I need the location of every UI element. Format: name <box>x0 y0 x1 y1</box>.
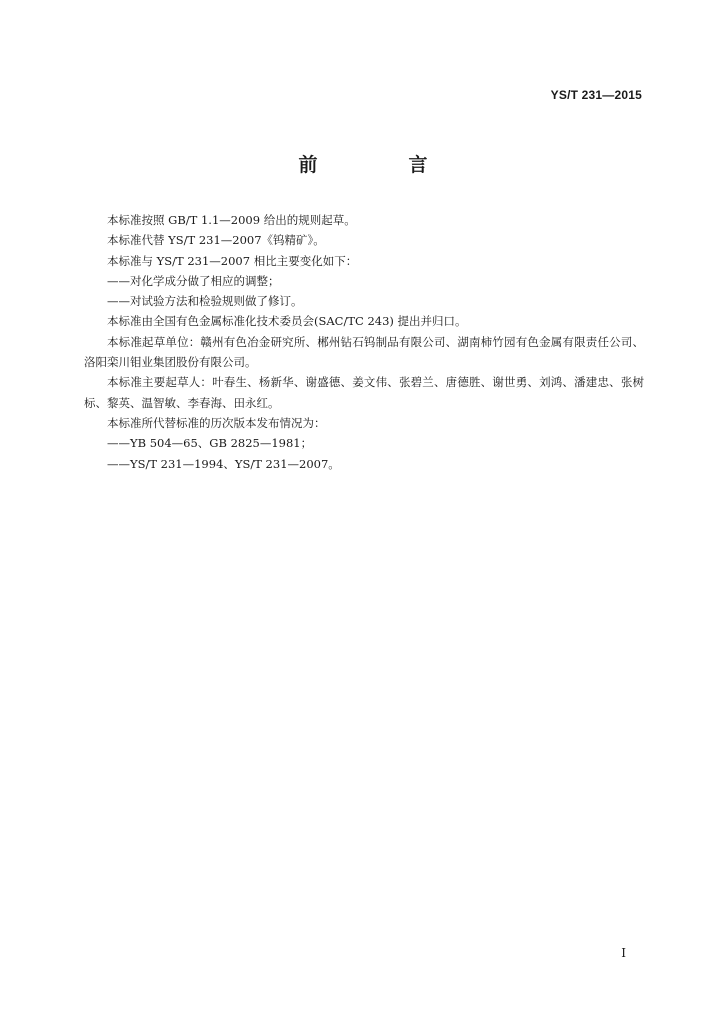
standard-code: YS/T 231—2015 <box>550 88 642 102</box>
paragraph-changes-intro: 本标准与 YS/T 231—2007 相比主要变化如下： <box>107 253 358 268</box>
paragraph-history-intro: 本标准所代替标准的历次版本发布情况为： <box>107 415 326 430</box>
change-item-test-methods: ——对试验方法和检验规则做了修订。 <box>107 294 303 309</box>
page-title: 前 言 <box>298 154 464 176</box>
paragraph-proposed-by: 本标准由全国有色金属标准化技术委员会(SAC/TC 243) 提出并归口。 <box>107 314 467 329</box>
change-item-chemical: ——对化学成分做了相应的调整； <box>107 273 280 288</box>
paragraph-drafters: 本标准主要起草人：叶春生、杨新华、谢盛德、姜文伟、张碧兰、唐德胜、谢世勇、刘鸿、潘建忠、张树标、黎英、温智敏、李春海、田永红。 <box>84 375 644 410</box>
paragraph-replaces: 本标准代替 YS/T 231—2007《钨精矿》。 <box>107 233 325 248</box>
history-item-2: ——YS/T 231—1994、YS/T 231—2007。 <box>107 456 340 471</box>
paragraph-drafting-rules: 本标准按照 GB/T 1.1—2009 给出的规则起草。 <box>107 213 356 227</box>
paragraph-drafting-units: 本标准起草单位：赣州有色冶金研究所、郴州钻石钨制品有限公司、湖南柿竹园有色金属有限责任公司、洛阳栾川钼业集团股份有限公司。 <box>84 334 644 370</box>
history-item-1: ——YB 504—65、GB 2825—1981； <box>107 436 313 451</box>
foreword-body <box>84 210 644 474</box>
page-number: I <box>621 946 626 960</box>
